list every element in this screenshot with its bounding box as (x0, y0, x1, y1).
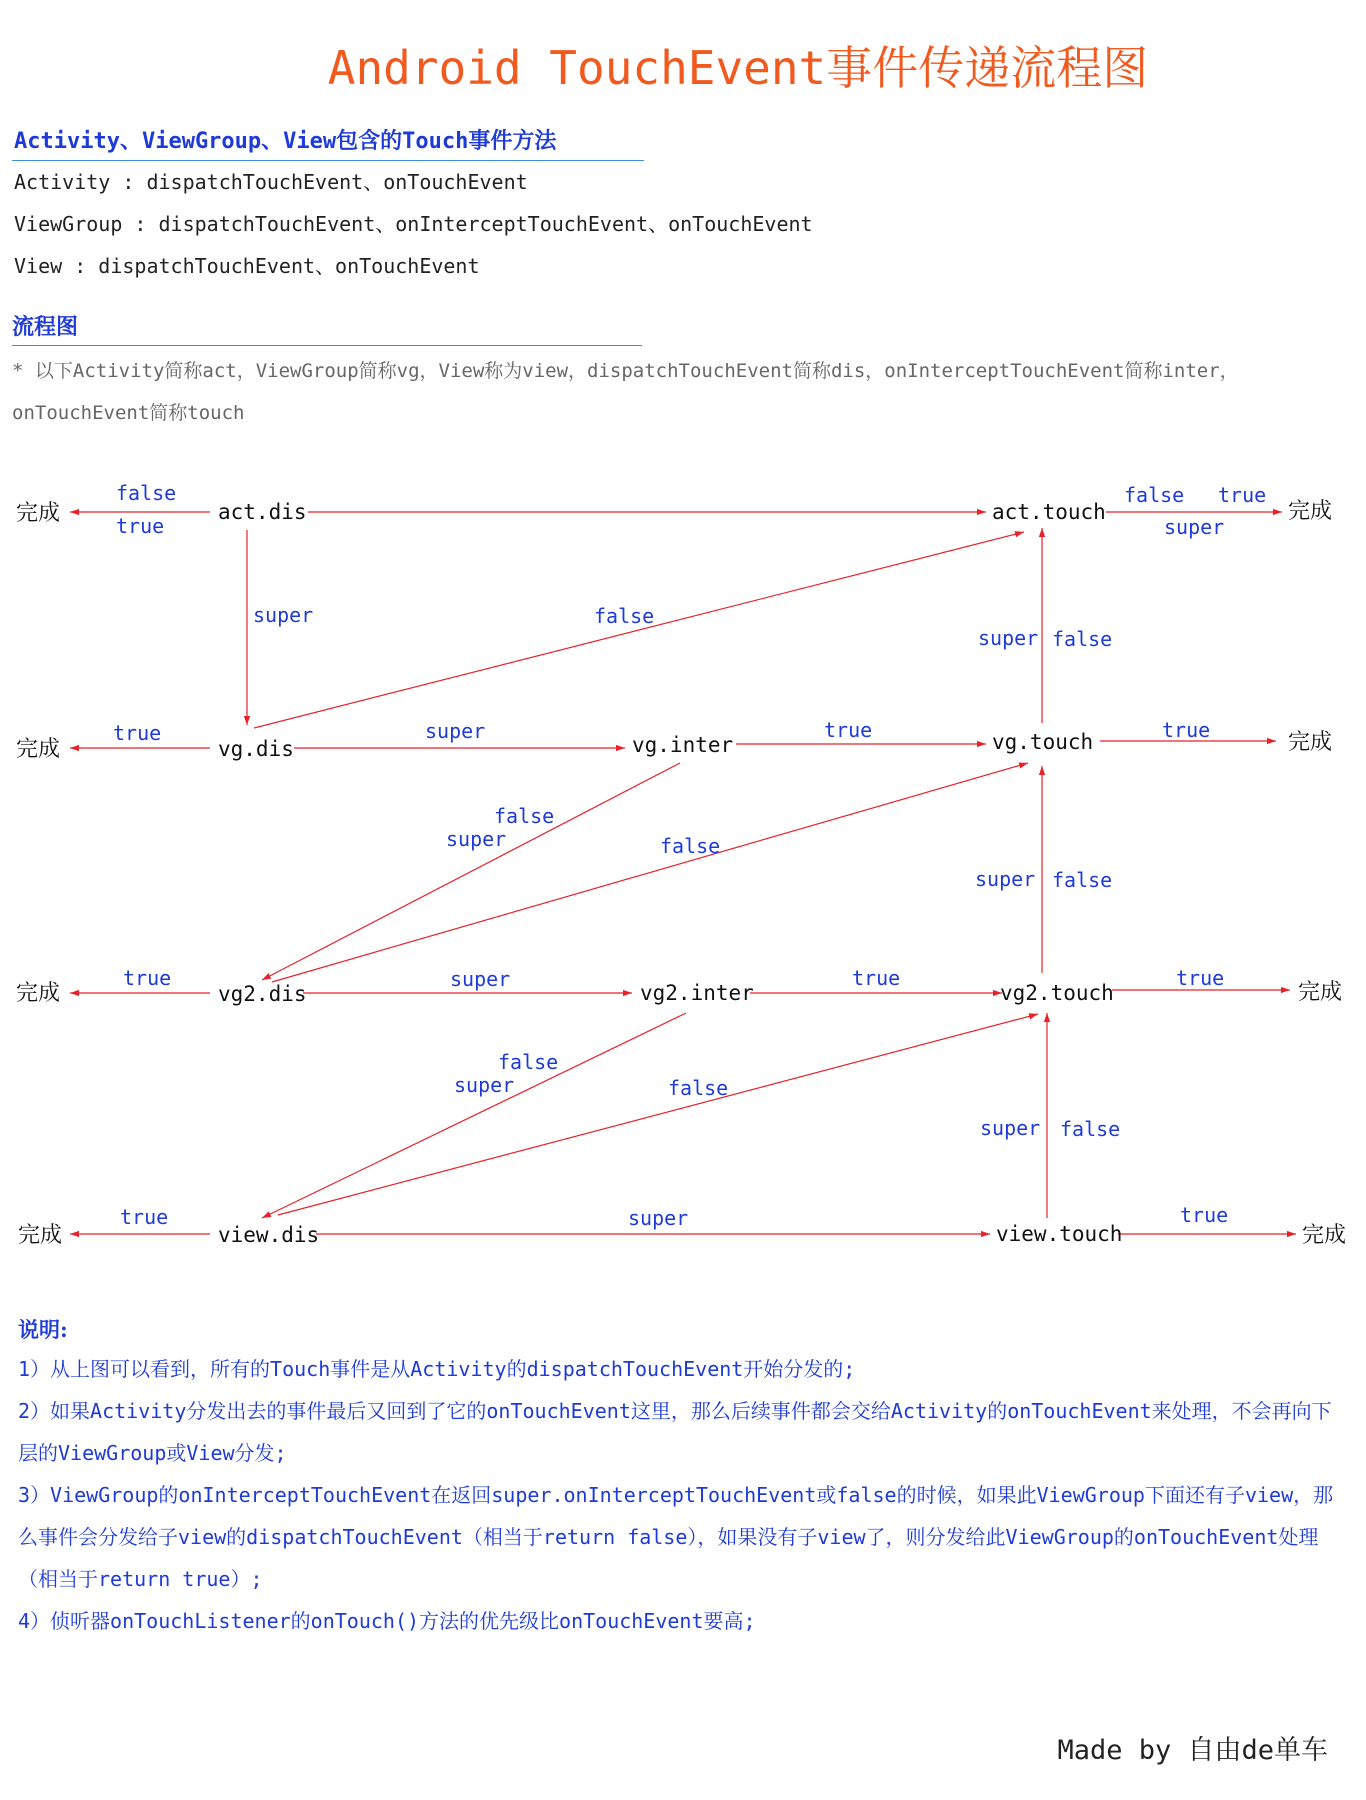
done-row3-left: 完成 (16, 981, 61, 1006)
label-true: true (852, 966, 901, 990)
label-true: true (120, 1205, 169, 1229)
label-super: super (1164, 515, 1225, 539)
label-true: true (116, 514, 165, 538)
page-title: Android TouchEvent事件传递流程图 (327, 41, 1149, 95)
done-row2-left: 完成 (16, 737, 61, 762)
label-false: false (1124, 483, 1185, 507)
flow-note: * 以下Activity简称act，ViewGroup简称vg，View称为view，dispatchTouchEvent简称dis，onInterceptTouchEvent简称inter，onTouchEvent简称touch (12, 360, 1239, 424)
methods-line-activity: Activity : dispatchTouchEvent、onTouchEvent (14, 170, 528, 194)
label-true: true (1176, 966, 1225, 990)
label-super: super (980, 1116, 1041, 1140)
label-true: true (113, 721, 162, 745)
methods-heading: Activity、ViewGroup、View包含的Touch事件方法 (14, 129, 557, 154)
node-act-touch: act.touch (992, 500, 1106, 524)
description-item-3: 3）ViewGroup的onInterceptTouchEvent在返回super.onInterceptTouchEvent或false的时候，如果此ViewGroup下面还有子view，那么事件会分发给子view的dispatchTouchEvent（相当于return false），如果没有子view了，则分发给此ViewGroup的onTouchEvent处理（相当于return true）; (18, 1483, 1334, 1591)
flow-heading: 流程图 (12, 315, 79, 340)
label-true: true (1180, 1203, 1229, 1227)
label-super: super (975, 867, 1036, 891)
node-vg-dis: vg.dis (218, 737, 294, 761)
node-vg2-dis: vg2.dis (218, 982, 307, 1006)
label-false: false (660, 834, 721, 858)
label-super: super (454, 1073, 515, 1097)
description-item-4: 4）侦听器onTouchListener的onTouch()方法的优先级比onTouchEvent要高; (18, 1609, 756, 1633)
author-credit: Made by 自由de单车 (1057, 1735, 1328, 1766)
description-heading: 说明: (18, 1317, 68, 1342)
label-true: true (1218, 483, 1267, 507)
done-row1-right: 完成 (1288, 499, 1333, 524)
arrow-vginter-vg2dis (262, 763, 680, 980)
label-true: true (123, 966, 172, 990)
label-super: super (450, 967, 511, 991)
label-false: false (1060, 1117, 1121, 1141)
label-false: false (116, 481, 177, 505)
node-vg-touch: vg.touch (992, 730, 1094, 754)
node-view-dis: view.dis (218, 1223, 320, 1247)
arrow-vg2dis-vgtouch (272, 763, 1028, 982)
flow-heading-rule (12, 345, 642, 346)
done-row1-left: 完成 (16, 501, 61, 526)
node-view-touch: view.touch (996, 1222, 1123, 1246)
label-super: super (446, 827, 507, 851)
node-act-dis: act.dis (218, 500, 307, 524)
done-row3-right: 完成 (1298, 980, 1343, 1005)
done-row4-left: 完成 (18, 1223, 63, 1248)
label-super: super (628, 1206, 689, 1230)
description-item-2: 2）如果Activity分发出去的事件最后又回到了它的onTouchEvent这里，那么后续事件都会交给Activity的onTouchEvent来处理，不会再向下层的ViewGroup或View分发; (18, 1399, 1332, 1465)
methods-line-viewgroup: ViewGroup : dispatchTouchEvent、onInterceptTouchEvent、onTouchEvent (14, 212, 813, 236)
label-true: true (824, 718, 873, 742)
label-false: false (668, 1076, 729, 1100)
node-vg2-touch: vg2.touch (1000, 981, 1114, 1005)
touch-event-flow-diagram (0, 440, 1366, 1270)
label-false: false (498, 1050, 559, 1074)
label-false: false (594, 604, 655, 628)
done-row4-right: 完成 (1302, 1223, 1347, 1248)
done-row2-right: 完成 (1288, 730, 1333, 755)
label-super: super (425, 719, 486, 743)
label-super: super (978, 626, 1039, 650)
label-false: false (494, 804, 555, 828)
methods-line-view: View : dispatchTouchEvent、onTouchEvent (14, 254, 480, 278)
arrow-viewdis-vg2touch (278, 1014, 1041, 1215)
arrow-vgdis-acttouch (254, 532, 1024, 728)
label-super: super (253, 603, 314, 627)
node-vg2-inter: vg2.inter (640, 981, 754, 1005)
label-false: false (1052, 627, 1113, 651)
description-item-1: 1）从上图可以看到，所有的Touch事件是从Activity的dispatchTouchEvent开始分发的; (18, 1357, 856, 1381)
methods-heading-rule (12, 160, 644, 161)
arrow-vg2inter-viewdis (262, 1013, 686, 1218)
label-false: false (1052, 868, 1113, 892)
label-true: true (1162, 718, 1211, 742)
node-vg-inter: vg.inter (632, 733, 734, 757)
